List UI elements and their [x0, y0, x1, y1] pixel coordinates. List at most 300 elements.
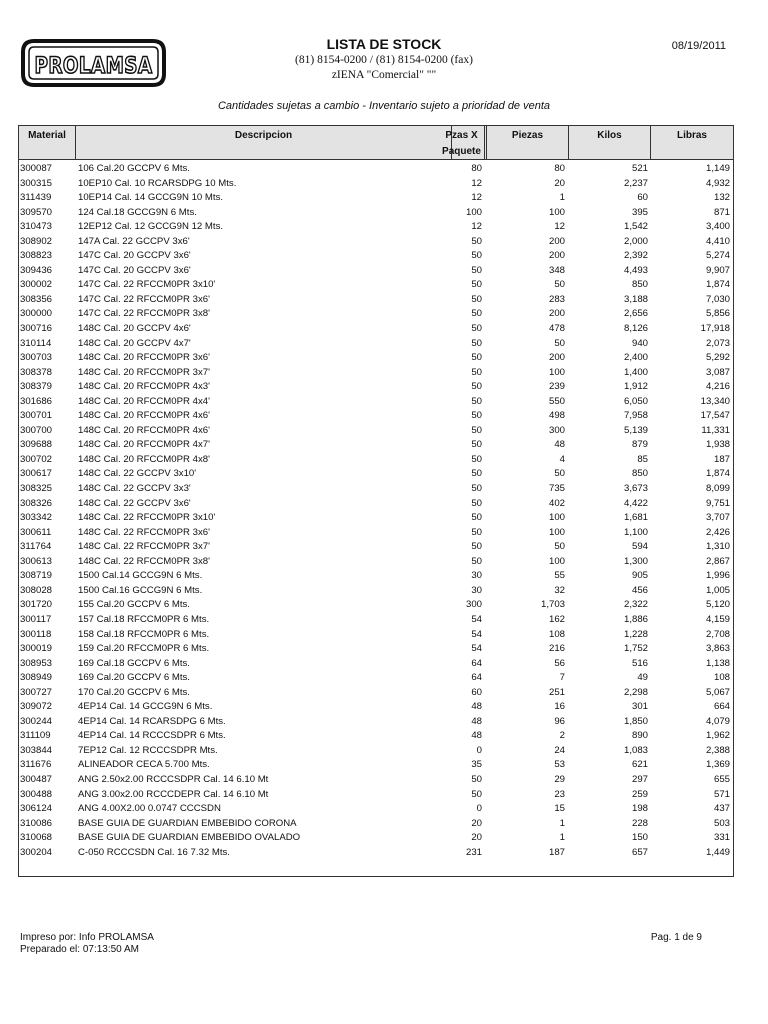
cell-pzas-x-paquete: 80 [471, 163, 482, 174]
cell-material: 300702 [20, 453, 53, 465]
cell-piezas: 80 [554, 163, 565, 174]
table-row [19, 788, 733, 803]
cell-piezas: 55 [554, 570, 565, 582]
cell-piezas: 1 [559, 817, 565, 829]
cell-libras: 5,856 [705, 308, 730, 320]
cell-pzas-x-paquete: 300 [465, 599, 482, 611]
cell-libras: 9,751 [705, 497, 730, 509]
table-row [19, 220, 733, 235]
cell-pzas-x-paquete: 50 [471, 773, 482, 785]
cell-libras: 5,274 [705, 250, 730, 262]
cell-descripcion: 148C Cal. 22 RFCCM0PR 3x10' [78, 512, 216, 524]
cell-piezas: 15 [554, 803, 565, 815]
cell-piezas: 200 [548, 250, 565, 262]
table-row [19, 278, 733, 293]
table-row [19, 613, 733, 628]
cell-libras: 17,547 [700, 410, 730, 422]
cell-kilos: 2,000 [623, 235, 648, 247]
cell-libras: 2,708 [705, 628, 730, 640]
header-pzas-x-paquete: Pzas X Paquete [437, 126, 487, 159]
cell-material: 303844 [20, 744, 53, 756]
cell-libras: 871 [713, 206, 730, 218]
table-row [19, 351, 733, 366]
cell-descripcion: 148C Cal. 20 RFCCM0PR 4x6' [78, 424, 210, 436]
cell-material: 300487 [20, 773, 53, 785]
cell-material: 300118 [20, 628, 52, 640]
cell-kilos: 516 [631, 657, 648, 669]
cell-material: 300617 [20, 468, 53, 480]
cell-descripcion: 148C Cal. 22 GCCPV 3x6' [78, 497, 191, 509]
cell-pzas-x-paquete: 50 [471, 337, 482, 349]
cell-libras: 17,918 [700, 323, 730, 335]
table-row [19, 598, 733, 613]
cell-libras: 4,216 [705, 381, 730, 393]
cell-pzas-x-paquete: 100 [465, 206, 482, 218]
page-number: Pag. 1 de 9 [650, 932, 702, 943]
cell-kilos: 301 [631, 701, 648, 713]
cell-material: 300703 [20, 352, 53, 364]
cell-pzas-x-paquete: 12 [471, 221, 482, 233]
cell-libras: 8,099 [705, 483, 730, 495]
table-row [19, 409, 733, 424]
cell-kilos: 1,850 [623, 715, 648, 727]
cell-libras: 5,292 [705, 352, 730, 364]
cell-piezas: 20 [554, 177, 565, 189]
cell-kilos: 259 [631, 788, 648, 800]
cell-libras: 132 [713, 192, 730, 204]
cell-descripcion: 159 Cal.20 RFCCM0PR 6 Mts. [78, 643, 210, 655]
cell-kilos: 1,886 [623, 613, 648, 625]
cell-libras: 13,340 [700, 395, 730, 407]
cell-kilos: 297 [631, 773, 648, 785]
cell-kilos: 85 [637, 453, 648, 465]
logo-text: PROLAMSA [34, 54, 153, 79]
cell-material: 308902 [20, 235, 53, 247]
cell-material: 311764 [20, 541, 52, 553]
header-kilos: Kilos [569, 126, 651, 159]
cell-kilos: 905 [631, 570, 648, 582]
cell-piezas: 108 [548, 628, 565, 640]
cell-material: 300727 [20, 686, 53, 698]
cell-pzas-x-paquete: 20 [471, 817, 482, 829]
cell-libras: 1,138 [705, 657, 730, 669]
cell-piezas: 23 [554, 788, 565, 800]
cell-pzas-x-paquete: 12 [471, 177, 482, 189]
cell-descripcion: 148C Cal. 20 RFCCM0PR 3x6' [78, 352, 210, 364]
table-row [19, 715, 733, 730]
cell-kilos: 940 [631, 337, 648, 349]
table-row [19, 846, 733, 861]
cell-kilos: 657 [631, 846, 648, 858]
cell-piezas: 200 [548, 235, 565, 247]
cell-descripcion: ANG 3.00x2.00 RCCCDEPR Cal. 14 6.10 Mt [78, 788, 269, 800]
cell-libras: 2,073 [705, 337, 730, 349]
table-row [19, 438, 733, 453]
table-row [19, 540, 733, 555]
cell-pzas-x-paquete: 50 [471, 512, 482, 524]
cell-pzas-x-paquete: 0 [476, 744, 482, 756]
table-row [19, 191, 733, 206]
cell-libras: 1,938 [705, 439, 730, 451]
cell-pzas-x-paquete: 20 [471, 832, 482, 844]
table-body [19, 162, 733, 860]
cell-material: 310114 [20, 337, 52, 349]
cell-kilos: 395 [631, 206, 648, 218]
cell-piezas: 216 [548, 643, 565, 655]
cell-kilos: 49 [637, 672, 648, 684]
cell-material: 308823 [20, 250, 53, 262]
table-row [19, 657, 733, 672]
cell-material: 301720 [20, 599, 53, 611]
cell-kilos: 879 [631, 439, 648, 451]
cell-libras: 2,867 [705, 555, 730, 567]
cell-pzas-x-paquete: 60 [471, 686, 482, 698]
cell-libras: 2,388 [705, 744, 730, 756]
cell-descripcion: ANG 4.00X2.00 0.0747 CCCSDN [78, 803, 221, 815]
table-row [19, 395, 733, 410]
cell-libras: 4,079 [705, 715, 730, 727]
cell-libras: 5,067 [705, 686, 730, 698]
cell-descripcion: 148C Cal. 20 RFCCM0PR 4x3' [78, 381, 210, 393]
cell-pzas-x-paquete: 0 [476, 803, 482, 815]
cell-descripcion: 148C Cal. 20 RFCCM0PR 4x4' [78, 395, 210, 407]
cell-material: 310086 [20, 817, 53, 829]
cell-descripcion: 4EP14 Cal. 14 RCCCSDPR 6 Mts. [78, 730, 226, 742]
cell-pzas-x-paquete: 50 [471, 352, 482, 364]
table-row [19, 686, 733, 701]
cell-piezas: 29 [554, 773, 565, 785]
cell-material: 300488 [20, 788, 53, 800]
cell-material: 300000 [20, 308, 53, 320]
cell-material: 309072 [20, 701, 53, 713]
cell-descripcion: 170 Cal.20 GCCPV 6 Mts. [78, 686, 190, 698]
cell-pzas-x-paquete: 50 [471, 410, 482, 422]
cell-kilos: 850 [631, 279, 648, 291]
cell-descripcion: 7EP12 Cal. 12 RCCCSDPR Mts. [78, 744, 218, 756]
cell-descripcion: 148C Cal. 22 RFCCM0PR 3x7' [78, 541, 210, 553]
table-row [19, 758, 733, 773]
table-row [19, 453, 733, 468]
table-row [19, 773, 733, 788]
table-row [19, 569, 733, 584]
cell-libras: 1,369 [705, 759, 730, 771]
cell-piezas: 96 [554, 715, 565, 727]
cell-kilos: 890 [631, 730, 648, 742]
table-row [19, 235, 733, 250]
cell-libras: 4,410 [705, 235, 730, 247]
cell-material: 309570 [20, 206, 53, 218]
table-row [19, 482, 733, 497]
cell-pzas-x-paquete: 50 [471, 250, 482, 262]
cell-pzas-x-paquete: 50 [471, 497, 482, 509]
cell-kilos: 456 [631, 584, 648, 596]
cell-libras: 9,907 [705, 264, 730, 276]
cell-libras: 108 [713, 672, 730, 684]
cell-kilos: 2,400 [623, 352, 648, 364]
cell-descripcion: 4EP14 Cal. 14 RCARSDPG 6 Mts. [78, 715, 226, 727]
cell-kilos: 150 [631, 832, 648, 844]
report-title: LISTA DE STOCK [326, 36, 442, 52]
cell-descripcion: 106 Cal.20 GCCPV 6 Mts. [78, 163, 190, 174]
cell-pzas-x-paquete: 50 [471, 323, 482, 335]
cell-libras: 655 [713, 773, 730, 785]
table-row [19, 380, 733, 395]
cell-descripcion: 148C Cal. 20 RFCCM0PR 4x6' [78, 410, 210, 422]
cell-piezas: 1,703 [540, 599, 565, 611]
cell-pzas-x-paquete: 50 [471, 453, 482, 465]
cell-pzas-x-paquete: 50 [471, 483, 482, 495]
cell-descripcion: ALINEADOR CECA 5.700 Mts. [78, 759, 210, 771]
phone-numbers: (81) 8154-0200 / (81) 8154-0200 (fax) [295, 54, 473, 66]
table-row [19, 337, 733, 352]
cell-kilos: 1,681 [623, 512, 648, 524]
cell-libras: 2,426 [705, 526, 730, 538]
cell-piezas: 7 [559, 672, 565, 684]
cell-material: 308379 [20, 381, 53, 393]
cell-descripcion: 147C Cal. 22 RFCCM0PR 3x10' [78, 279, 216, 291]
cell-piezas: 478 [548, 323, 565, 335]
table-row [19, 831, 733, 846]
table-row [19, 584, 733, 599]
cell-kilos: 1,100 [623, 526, 648, 538]
cell-descripcion: 1500 Cal.16 GCCG9N 6 Mts. [78, 584, 203, 596]
cell-material: 310068 [20, 832, 53, 844]
cell-descripcion: 158 Cal.18 RFCCM0PR 6 Mts. [78, 628, 210, 640]
table-row [19, 162, 733, 177]
cell-pzas-x-paquete: 231 [465, 846, 482, 858]
table-row [19, 744, 733, 759]
cell-descripcion: 12EP12 Cal. 12 GCCG9N 12 Mts. [78, 221, 224, 233]
cell-piezas: 4 [559, 453, 565, 465]
cell-material: 308028 [20, 584, 53, 596]
cell-pzas-x-paquete: 50 [471, 293, 482, 305]
cell-libras: 571 [713, 788, 730, 800]
cell-descripcion: BASE GUIA DE GUARDIAN EMBEBIDO OVALADO [78, 832, 301, 844]
cell-pzas-x-paquete: 50 [471, 424, 482, 436]
cell-kilos: 1,300 [623, 555, 648, 567]
cell-descripcion: 147C Cal. 20 GCCPV 3x6' [78, 264, 191, 276]
cell-pzas-x-paquete: 50 [471, 468, 482, 480]
cell-kilos: 1,083 [623, 744, 648, 756]
cell-pzas-x-paquete: 64 [471, 657, 482, 669]
table-row [19, 700, 733, 715]
cell-piezas: 187 [548, 846, 565, 858]
cell-piezas: 200 [548, 352, 565, 364]
cell-piezas: 24 [554, 744, 565, 756]
cell-material: 300613 [20, 555, 53, 567]
cell-pzas-x-paquete: 50 [471, 439, 482, 451]
table-row [19, 729, 733, 744]
cell-piezas: 32 [554, 584, 565, 596]
cell-descripcion: C-050 RCCCSDN Cal. 16 7.32 Mts. [78, 846, 230, 858]
cell-libras: 1,996 [705, 570, 730, 582]
cell-descripcion: 169 Cal.18 GCCPV 6 Mts. [78, 657, 190, 669]
cell-libras: 1,149 [705, 163, 730, 174]
table-row [19, 555, 733, 570]
cell-pzas-x-paquete: 50 [471, 526, 482, 538]
header-descripcion: Descripcion [76, 126, 452, 159]
cell-descripcion: 147C Cal. 22 RFCCM0PR 3x8' [78, 308, 210, 320]
cell-kilos: 1,542 [623, 221, 648, 233]
header-libras: Libras [676, 130, 707, 141]
cell-pzas-x-paquete: 50 [471, 308, 482, 320]
table-row [19, 497, 733, 512]
table-row [19, 802, 733, 817]
cell-libras: 5,120 [705, 599, 730, 611]
cell-material: 310473 [20, 221, 53, 233]
cell-piezas: 498 [548, 410, 565, 422]
prepared-at: Preparado el: 07:13:50 AM [20, 944, 139, 955]
cell-libras: 1,874 [705, 279, 730, 291]
cell-libras: 1,449 [705, 846, 730, 858]
table-row [19, 293, 733, 308]
cell-pzas-x-paquete: 50 [471, 555, 482, 567]
cell-descripcion: 157 Cal.18 RFCCM0PR 6 Mts. [78, 613, 210, 625]
table-row [19, 671, 733, 686]
cell-pzas-x-paquete: 50 [471, 235, 482, 247]
header-piezas: Piezas [487, 126, 569, 159]
cell-material: 300700 [20, 424, 53, 436]
cell-descripcion: 1500 Cal.14 GCCG9N 6 Mts. [78, 570, 203, 582]
cell-libras: 503 [713, 817, 730, 829]
cell-descripcion: 148C Cal. 20 GCCPV 4x7' [78, 337, 191, 349]
cell-kilos: 2,298 [623, 686, 648, 698]
cell-kilos: 1,228 [623, 628, 648, 640]
cell-kilos: 3,188 [623, 293, 648, 305]
cell-libras: 1,874 [705, 468, 730, 480]
cell-descripcion: 147A Cal. 22 GCCPV 3x6' [78, 235, 190, 247]
cell-pzas-x-paquete: 48 [471, 715, 482, 727]
cell-piezas: 1 [559, 192, 565, 204]
cell-material: 303342 [20, 512, 53, 524]
cell-piezas: 100 [548, 526, 565, 538]
cell-kilos: 228 [631, 817, 648, 829]
cell-material: 308949 [20, 672, 53, 684]
cell-kilos: 7,958 [623, 410, 648, 422]
cell-kilos: 594 [631, 541, 648, 553]
cell-kilos: 2,392 [623, 250, 648, 262]
cell-material: 300716 [20, 323, 53, 335]
cell-libras: 3,707 [705, 512, 730, 524]
cell-pzas-x-paquete: 12 [471, 192, 482, 204]
cell-material: 311109 [20, 730, 51, 742]
report-subtitle: Cantidades sujetas a cambio - Inventario sujeto a prioridad de venta [217, 100, 551, 112]
cell-piezas: 162 [548, 613, 565, 625]
cell-pzas-x-paquete: 54 [471, 613, 482, 625]
cell-kilos: 6,050 [623, 395, 648, 407]
cell-kilos: 4,493 [623, 264, 648, 276]
cell-descripcion: 148C Cal. 20 GCCPV 4x6' [78, 323, 191, 335]
cell-libras: 4,932 [705, 177, 730, 189]
cell-material: 311676 [20, 759, 52, 771]
cell-descripcion: 155 Cal.20 GCCPV 6 Mts. [78, 599, 190, 611]
cell-piezas: 239 [548, 381, 565, 393]
cell-kilos: 3,673 [623, 483, 648, 495]
cell-pzas-x-paquete: 64 [471, 672, 482, 684]
cell-kilos: 2,322 [623, 599, 648, 611]
table-row [19, 424, 733, 439]
cell-pzas-x-paquete: 50 [471, 788, 482, 800]
cell-piezas: 50 [554, 279, 565, 291]
cell-material: 309688 [20, 439, 53, 451]
cell-material: 308953 [20, 657, 53, 669]
table-row [19, 817, 733, 832]
cell-piezas: 50 [554, 337, 565, 349]
table-row [19, 206, 733, 221]
cell-libras: 3,087 [705, 366, 730, 378]
cell-descripcion: 148C Cal. 20 RFCCM0PR 4x8' [78, 453, 210, 465]
cell-piezas: 251 [548, 686, 565, 698]
table-row [19, 322, 733, 337]
cell-pzas-x-paquete: 50 [471, 264, 482, 276]
cell-piezas: 50 [554, 468, 565, 480]
cell-pzas-x-paquete: 50 [471, 381, 482, 393]
zone-label: zIENA "Comercial" "" [331, 69, 437, 81]
cell-descripcion: 148C Cal. 20 RFCCM0PR 4x7' [78, 439, 210, 451]
cell-material: 300204 [20, 846, 53, 858]
cell-libras: 11,331 [701, 424, 730, 436]
cell-kilos: 850 [631, 468, 648, 480]
cell-kilos: 1,752 [623, 643, 648, 655]
stock-table [18, 125, 734, 877]
cell-descripcion: BASE GUIA DE GUARDIAN EMBEBIDO CORONA [78, 817, 297, 829]
cell-kilos: 521 [631, 163, 648, 174]
table-row [19, 366, 733, 381]
cell-kilos: 1,400 [623, 366, 648, 378]
cell-material: 308325 [20, 483, 53, 495]
table-row [19, 628, 733, 643]
cell-material: 308326 [20, 497, 53, 509]
cell-kilos: 2,237 [623, 177, 648, 189]
cell-piezas: 50 [554, 541, 565, 553]
cell-kilos: 621 [631, 759, 648, 771]
cell-piezas: 53 [554, 759, 565, 771]
cell-piezas: 2 [559, 730, 565, 742]
cell-pzas-x-paquete: 50 [471, 279, 482, 291]
table-row [19, 264, 733, 279]
cell-piezas: 100 [548, 512, 565, 524]
cell-libras: 664 [713, 701, 730, 713]
cell-kilos: 1,912 [623, 381, 648, 393]
cell-piezas: 100 [548, 366, 565, 378]
cell-material: 300019 [20, 643, 53, 655]
table-row [19, 511, 733, 526]
printed-by: Impreso por: Info PROLAMSA [20, 932, 154, 943]
cell-piezas: 100 [548, 206, 565, 218]
cell-kilos: 8,126 [623, 323, 648, 335]
cell-descripcion: 4EP14 Cal. 14 GCCG9N 6 Mts. [78, 701, 213, 713]
cell-descripcion: 10EP14 Cal. 14 GCCG9N 10 Mts. [78, 192, 224, 204]
cell-piezas: 16 [554, 701, 565, 713]
cell-libras: 1,005 [705, 584, 730, 596]
cell-material: 300087 [20, 163, 53, 174]
cell-piezas: 48 [554, 439, 565, 451]
cell-material: 300701 [20, 410, 53, 422]
cell-libras: 331 [713, 832, 730, 844]
cell-material: 309436 [20, 264, 53, 276]
cell-piezas: 402 [548, 497, 565, 509]
cell-piezas: 735 [548, 483, 565, 495]
cell-libras: 7,030 [705, 293, 730, 305]
cell-material: 308356 [20, 293, 53, 305]
cell-libras: 3,863 [705, 643, 730, 655]
table-row [19, 642, 733, 657]
table-row [19, 467, 733, 482]
cell-material: 306124 [20, 803, 53, 815]
cell-descripcion: 169 Cal.20 GCCPV 6 Mts. [78, 672, 190, 684]
cell-kilos: 2,656 [623, 308, 648, 320]
cell-descripcion: 148C Cal. 20 RFCCM0PR 3x7' [78, 366, 210, 378]
